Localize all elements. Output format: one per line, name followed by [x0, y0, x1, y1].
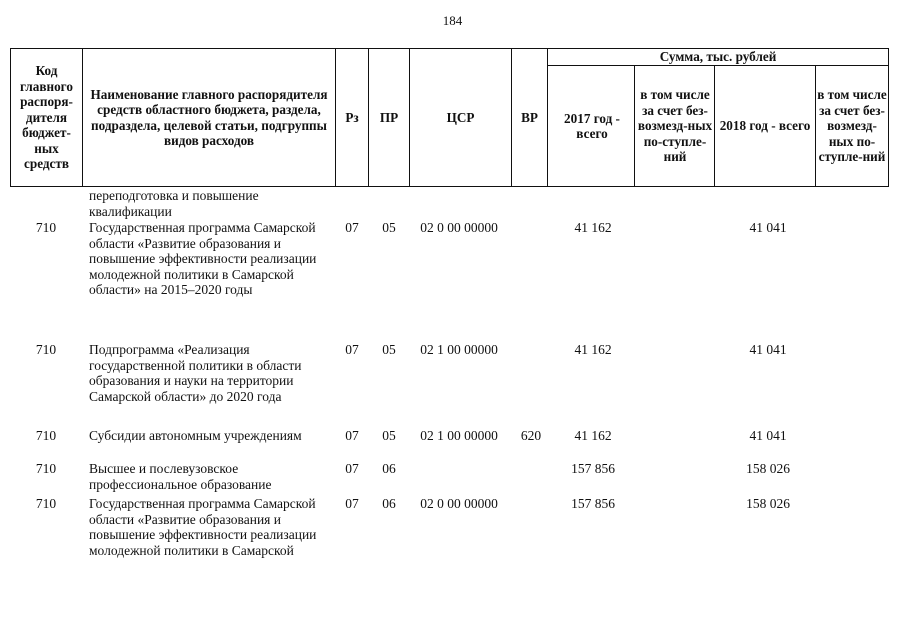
cell-vr: 620: [520, 428, 542, 443]
table-header: [10, 48, 888, 187]
table-row: [10, 496, 888, 586]
cell-csr: 02 1 00 00000: [420, 342, 498, 357]
cell-2017-total: 41 162: [574, 428, 612, 443]
cell-2017-total: 41 162: [574, 342, 612, 357]
cell-rz: 07: [345, 496, 359, 511]
header-pr: ПР: [379, 109, 399, 125]
table-row: [10, 428, 888, 461]
cell-2017-total: 157 856: [571, 461, 615, 476]
header-col-line: [547, 48, 548, 187]
cell-rz: 07: [345, 342, 359, 357]
header-vr: ВР: [521, 109, 538, 125]
cell-2017-total: 41 162: [574, 220, 612, 235]
header-col-line: [634, 65, 635, 187]
header-2018-total: 2018 год - всего: [719, 118, 811, 134]
header-col-line: [10, 48, 11, 187]
header-col-line: [815, 65, 816, 187]
cell-pr: 05: [382, 342, 396, 357]
cell-code: 710: [35, 496, 57, 511]
cell-2018-total: 158 026: [746, 461, 790, 476]
cell-2018-total: 41 041: [749, 342, 787, 357]
cell-name: переподготовка и повышение квалификации: [89, 188, 259, 219]
header-csr: ЦСР: [446, 109, 475, 125]
header-col-line: [888, 48, 889, 187]
cell-2018-total: 41 041: [749, 428, 787, 443]
header-sum: Сумма, тыс. рублей: [659, 48, 777, 64]
cell-name: Подпрограмма «Реализация государственной политики в области образования и науки на территории Самарской области» до 2020 года: [89, 342, 302, 404]
cell-code: 710: [35, 461, 57, 476]
cell-code: 710: [35, 342, 57, 357]
header-2017-total: 2017 год - всего: [564, 110, 620, 141]
cell-pr: 05: [382, 428, 396, 443]
cell-pr: 05: [382, 220, 396, 235]
cell-code: 710: [35, 428, 57, 443]
cell-name: Высшее и послевузовское профессиональное образование: [89, 461, 272, 492]
header-name: Наименование главного распорядителя средств областного бюджета, раздела, подраздела, целевой статьи, подгруппы видов расходов: [90, 86, 328, 148]
cell-name: Государственная программа Самарской области «Развитие образования и повышение эффективности реализации молодежной политики в Самарской области» на 2015–2020 годы: [89, 220, 317, 298]
cell-2018-total: 41 041: [749, 220, 787, 235]
table-body: [10, 188, 888, 586]
cell-csr: 02 0 00 00000: [420, 220, 498, 235]
cell-name: Государственная программа Самарской области «Развитие образования и повышение эффективности реализации молодежной политики в Самарской: [89, 496, 317, 558]
cell-csr: 02 0 00 00000: [420, 496, 498, 511]
header-col-line: [714, 65, 715, 187]
cell-pr: 06: [382, 496, 396, 511]
header-code: Код главного распоря-дителя бюджет-ных средств: [20, 63, 73, 172]
cell-pr: 06: [382, 461, 396, 476]
table-row: [10, 188, 888, 220]
table-row: [10, 461, 888, 496]
header-rz: Рз: [345, 109, 359, 125]
header-2017-gratuitous: в том числе за счет без-возмезд-ных по-ступле-ний: [637, 87, 713, 165]
cell-rz: 07: [345, 220, 359, 235]
header-col-line: [82, 48, 83, 187]
table-row: [10, 342, 888, 428]
page-number: 184: [442, 13, 463, 28]
cell-csr: 02 1 00 00000: [420, 428, 498, 443]
cell-rz: 07: [345, 461, 359, 476]
table-row: [10, 220, 888, 342]
cell-2018-total: 158 026: [746, 496, 790, 511]
header-bottom-border: [10, 186, 888, 187]
cell-2017-total: 157 856: [571, 496, 615, 511]
cell-name: Субсидии автономным учреждениям: [89, 428, 302, 443]
header-2018-gratuitous: в том числе за счет без-возмезд-ных по-ступле-ний: [817, 87, 887, 165]
cell-rz: 07: [345, 428, 359, 443]
cell-code: 710: [35, 220, 57, 235]
